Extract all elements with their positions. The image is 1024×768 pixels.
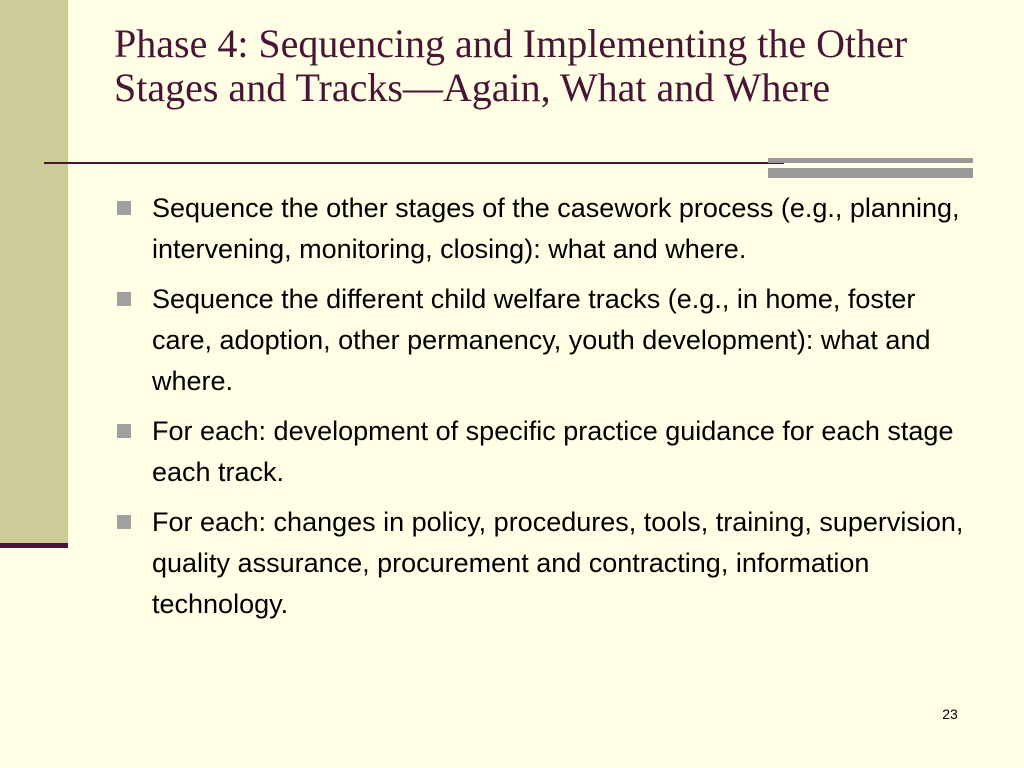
- square-bullet-icon: [117, 201, 131, 215]
- decorative-bar-bottom: [768, 168, 973, 178]
- bullet-text: For each: development of specific practice guidance for each stage each track.: [152, 416, 954, 487]
- left-accent-band: [0, 0, 68, 545]
- slide-number: 23: [942, 706, 958, 722]
- bullet-item: [114, 279, 974, 402]
- bullet-item: [114, 502, 974, 625]
- bullet-text: Sequence the different child welfare tracks (e.g., in home, foster care, adoption, other permanency, youth development): what and where.: [152, 284, 931, 396]
- square-bullet-icon: [117, 515, 131, 529]
- square-bullet-icon: [117, 424, 131, 438]
- bullet-item: [114, 411, 974, 493]
- left-accent-rule: [0, 543, 68, 548]
- bullet-text: For each: changes in policy, procedures, tools, training, supervision, quality assurance, procurement and contracting, information technology.: [152, 507, 964, 619]
- bullet-item: [114, 188, 974, 270]
- title-underline: [44, 162, 784, 164]
- square-bullet-icon: [117, 292, 131, 306]
- bullet-list: [114, 188, 974, 634]
- slide-title: Phase 4: Sequencing and Implementing the Other Stages and Tracks—Again, What and Where: [114, 21, 908, 110]
- bullet-text: Sequence the other stages of the casework process (e.g., planning, intervening, monitoring, closing): what and where.: [152, 193, 960, 264]
- decorative-bar-top: [768, 158, 973, 163]
